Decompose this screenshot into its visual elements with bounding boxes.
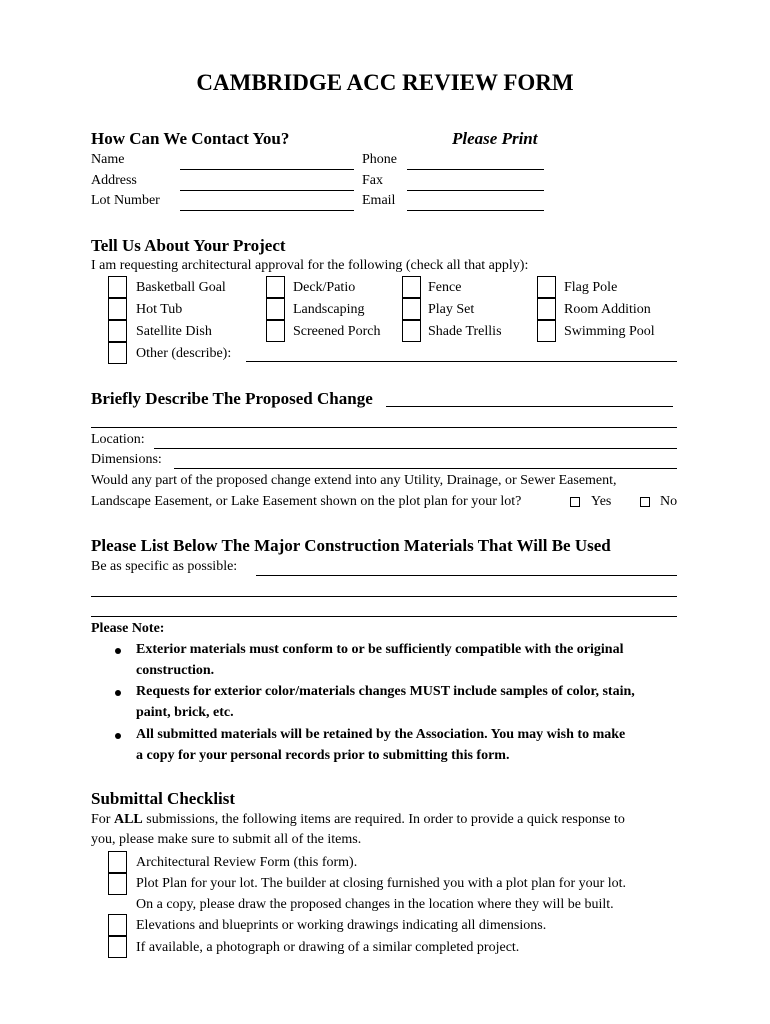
name-field[interactable] bbox=[180, 169, 354, 170]
checklist-item: Elevations and blueprints or working drawings indicating all dimensions. bbox=[136, 918, 547, 933]
other-checkbox[interactable] bbox=[108, 342, 127, 364]
option-label: Basketball Goal bbox=[136, 280, 226, 295]
elevations-checkbox[interactable] bbox=[108, 914, 127, 936]
describe-heading: Briefly Describe The Proposed Change bbox=[91, 389, 373, 408]
easement-no-checkbox[interactable] bbox=[640, 497, 650, 507]
easement-question-line-2: Landscape Easement, or Lake Easement shown on the plot plan for your lot? bbox=[91, 494, 522, 509]
bullet-icon bbox=[115, 690, 121, 696]
dimensions-field[interactable] bbox=[174, 468, 677, 469]
form-title: CAMBRIDGE ACC REVIEW FORM bbox=[196, 70, 574, 95]
describe-field-line-2[interactable] bbox=[91, 427, 677, 428]
project-intro: I am requesting architectural approval for the following (check all that apply): bbox=[91, 258, 529, 273]
option-label: Satellite Dish bbox=[136, 324, 212, 339]
note-heading: Please Note: bbox=[91, 621, 165, 636]
other-describe-field[interactable] bbox=[246, 361, 677, 362]
lot-number-field[interactable] bbox=[180, 210, 354, 211]
address-field[interactable] bbox=[180, 190, 354, 191]
checklist-item: Architectural Review Form (this form). bbox=[136, 855, 358, 870]
easement-yes-checkbox[interactable] bbox=[570, 497, 580, 507]
room-addition-checkbox[interactable] bbox=[537, 298, 556, 320]
contact-heading: How Can We Contact You? bbox=[91, 129, 290, 148]
note-bullet-2-line-2: paint, brick, etc. bbox=[136, 705, 234, 720]
describe-field[interactable] bbox=[386, 406, 673, 407]
note-bullet-1-line-2: construction. bbox=[136, 663, 215, 678]
option-label: Deck/Patio bbox=[293, 280, 356, 295]
email-label: Email bbox=[362, 193, 396, 208]
name-label: Name bbox=[91, 152, 125, 167]
option-label: Swimming Pool bbox=[564, 324, 655, 339]
fence-checkbox[interactable] bbox=[402, 276, 421, 298]
materials-heading: Please List Below The Major Construction Materials That Will Be Used bbox=[91, 536, 611, 555]
bullet-icon bbox=[115, 733, 121, 739]
checklist-item: Plot Plan for your lot. The builder at closing furnished you with a plot plan for your lot. bbox=[136, 876, 627, 891]
hot-tub-checkbox[interactable] bbox=[108, 298, 127, 320]
dimensions-label: Dimensions: bbox=[91, 452, 162, 467]
yes-label: Yes bbox=[591, 494, 612, 509]
checklist-item: If available, a photograph or drawing of a similar completed project. bbox=[136, 940, 520, 955]
materials-field-line-2[interactable] bbox=[91, 596, 677, 597]
plot-plan-checkbox[interactable] bbox=[108, 873, 127, 895]
option-label: Flag Pole bbox=[564, 280, 618, 295]
option-label: Shade Trellis bbox=[428, 324, 502, 339]
phone-field[interactable] bbox=[407, 169, 544, 170]
swimming-pool-checkbox[interactable] bbox=[537, 320, 556, 342]
materials-field-line-3[interactable] bbox=[91, 616, 677, 617]
checklist-item-continued: On a copy, please draw the proposed changes in the location where they will be built. bbox=[136, 897, 614, 912]
address-label: Address bbox=[91, 173, 137, 188]
satellite-dish-checkbox[interactable] bbox=[108, 320, 127, 342]
materials-field[interactable] bbox=[256, 575, 677, 576]
note-bullet-1-line-1: Exterior materials must conform to or be sufficiently compatible with the original bbox=[136, 642, 624, 657]
fax-label: Fax bbox=[362, 173, 383, 188]
option-label: Hot Tub bbox=[136, 302, 183, 317]
bullet-icon bbox=[115, 648, 121, 654]
option-label: Fence bbox=[428, 280, 462, 295]
shade-trellis-checkbox[interactable] bbox=[402, 320, 421, 342]
landscaping-checkbox[interactable] bbox=[266, 298, 285, 320]
flag-pole-checkbox[interactable] bbox=[537, 276, 556, 298]
play-set-checkbox[interactable] bbox=[402, 298, 421, 320]
checklist-intro-prefix: For bbox=[91, 812, 114, 827]
email-field[interactable] bbox=[407, 210, 544, 211]
location-field[interactable] bbox=[154, 448, 677, 449]
checklist-heading: Submittal Checklist bbox=[91, 789, 236, 808]
deck-patio-checkbox[interactable] bbox=[266, 276, 285, 298]
basketball-goal-checkbox[interactable] bbox=[108, 276, 127, 298]
option-label: Landscaping bbox=[293, 302, 365, 317]
easement-question-line-1: Would any part of the proposed change extend into any Utility, Drainage, or Sewer Easement, bbox=[91, 473, 617, 488]
option-label: Play Set bbox=[428, 302, 475, 317]
checklist-intro-rest: submissions, the following items are required. In order to provide a quick response to bbox=[142, 812, 625, 827]
specific-label: Be as specific as possible: bbox=[91, 559, 238, 574]
please-print-note: Please Print bbox=[452, 129, 538, 148]
note-bullet-3-line-1: All submitted materials will be retained by the Association. You may wish to make bbox=[136, 727, 626, 742]
screened-porch-checkbox[interactable] bbox=[266, 320, 285, 342]
fax-field[interactable] bbox=[407, 190, 544, 191]
checklist-intro-line-2: you, please make sure to submit all of the items. bbox=[91, 832, 362, 847]
lot-number-label: Lot Number bbox=[91, 193, 160, 208]
location-label: Location: bbox=[91, 432, 145, 447]
phone-label: Phone bbox=[362, 152, 397, 167]
checklist-intro-line-1 bbox=[91, 812, 625, 828]
project-heading: Tell Us About Your Project bbox=[91, 236, 286, 255]
option-label: Screened Porch bbox=[293, 324, 381, 339]
note-bullet-3-line-2: a copy for your personal records prior to submitting this form. bbox=[136, 748, 510, 763]
note-bullet-2-line-1: Requests for exterior color/materials changes MUST include samples of color, stain, bbox=[136, 684, 635, 699]
review-form-checkbox[interactable] bbox=[108, 851, 127, 873]
checklist-intro-emphasis: ALL bbox=[113, 812, 143, 827]
no-label: No bbox=[660, 494, 678, 509]
photograph-checkbox[interactable] bbox=[108, 936, 127, 958]
option-label: Room Addition bbox=[564, 302, 651, 317]
other-label: Other (describe): bbox=[136, 346, 232, 361]
